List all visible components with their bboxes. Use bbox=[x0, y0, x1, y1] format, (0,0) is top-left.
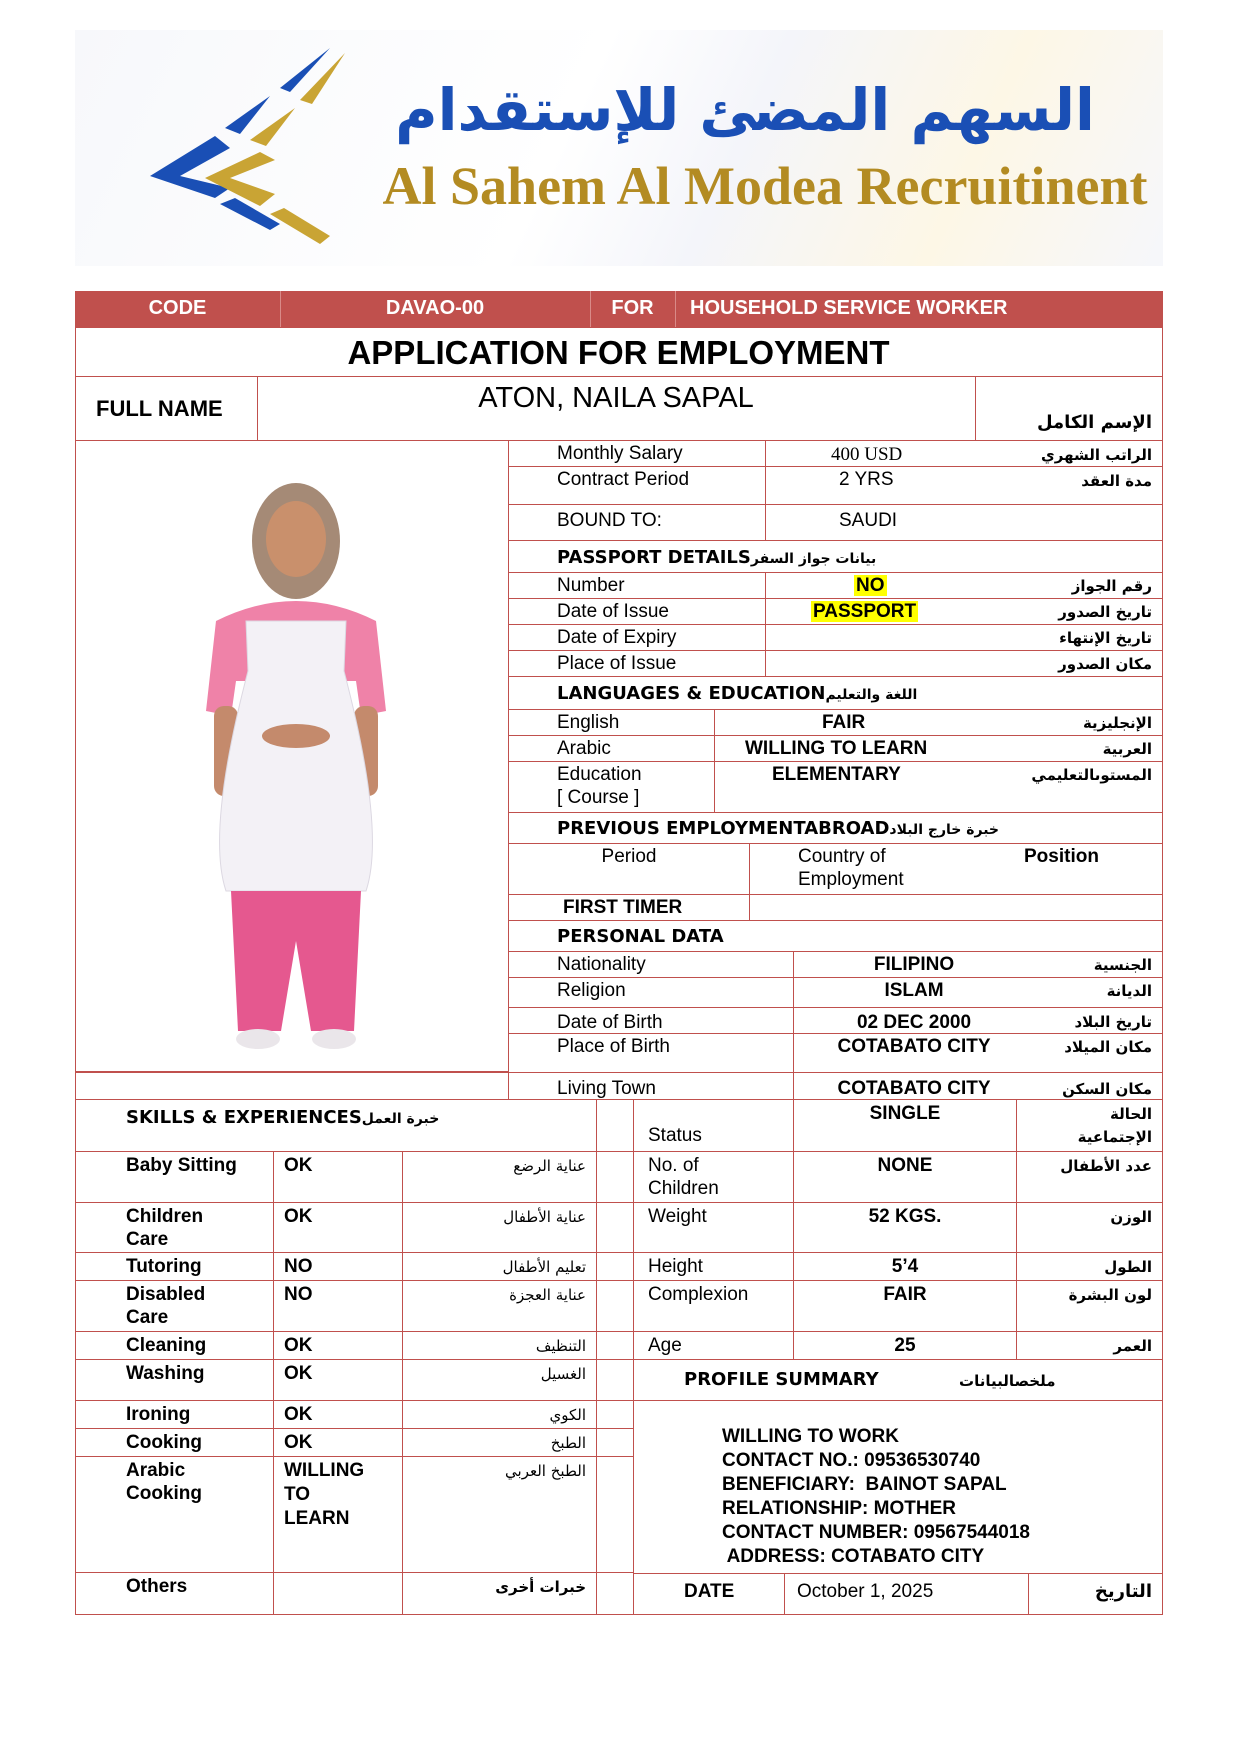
arabic-value: WILLING TO LEARN bbox=[745, 738, 928, 759]
date-of-expiry-label-ar: تاريخ الإنتهاء bbox=[1059, 629, 1152, 647]
summary-line: CONTACT NUMBER: 09567544018 bbox=[722, 1522, 1030, 1543]
prev-employment-empty-cell bbox=[749, 894, 1163, 921]
skill-label: Others bbox=[126, 1576, 188, 1597]
languages-heading-cell bbox=[508, 676, 1163, 710]
for-label: FOR bbox=[611, 297, 654, 319]
full-name-value-cell bbox=[257, 376, 976, 441]
arabic-label-cell bbox=[508, 735, 715, 762]
personal-more-label: No. of bbox=[648, 1155, 699, 1176]
bound-to-label: BOUND TO: bbox=[557, 510, 662, 531]
personal-more-label-cell bbox=[633, 1252, 794, 1281]
living-town-label-cell bbox=[508, 1072, 794, 1100]
skill-label: Cooking bbox=[126, 1432, 202, 1453]
personal-more-label-ar-cell bbox=[1016, 1099, 1163, 1152]
passport-heading: PASSPORT DETAILS bbox=[557, 547, 751, 568]
skill-label-ar-cell bbox=[402, 1202, 597, 1253]
summary-line: CONTACT NO.: 09536530740 bbox=[722, 1450, 981, 1471]
english-value-cell bbox=[714, 709, 1163, 736]
living-town-label: Living Town bbox=[557, 1078, 656, 1099]
personal-more-label-ar: الحالة bbox=[1110, 1105, 1152, 1123]
personal-more-value: FAIR bbox=[883, 1284, 927, 1305]
skill-value-cell bbox=[273, 1456, 403, 1573]
first-timer-cell bbox=[508, 894, 750, 921]
personal-more-label-ar-cell bbox=[1016, 1280, 1163, 1332]
skills-heading: SKILLS & EXPERIENCES bbox=[126, 1107, 362, 1128]
arabic-value-cell bbox=[714, 735, 1163, 762]
skill-label-ar: الطبخ العربي bbox=[505, 1462, 586, 1480]
summary-line: RELATIONSHIP: MOTHER bbox=[722, 1498, 956, 1519]
skill-value: OK bbox=[284, 1404, 313, 1425]
header-band bbox=[75, 291, 1163, 327]
personal-more-value: SINGLE bbox=[869, 1103, 941, 1124]
religion-label: Religion bbox=[557, 980, 626, 1001]
applicant-photo bbox=[176, 471, 416, 1061]
personal-more-value: 52 KGS. bbox=[868, 1206, 942, 1227]
skill-label-ar-cell bbox=[402, 1359, 597, 1401]
skill-value-cell bbox=[273, 1572, 403, 1615]
skill-value: WILLING bbox=[284, 1460, 365, 1481]
dob-label: Date of Birth bbox=[557, 1012, 663, 1033]
skill-value: OK bbox=[284, 1206, 313, 1227]
skill-label: Washing bbox=[126, 1363, 205, 1384]
personal-more-label-cell bbox=[633, 1099, 794, 1152]
religion-label-ar: الديانة bbox=[1106, 982, 1152, 1000]
skill-label-cell bbox=[75, 1252, 274, 1281]
personal-more-label-ar: الوزن bbox=[1110, 1208, 1152, 1226]
personal-more-label-cell bbox=[633, 1151, 794, 1203]
period-header-cell bbox=[508, 843, 750, 895]
languages-heading: LANGUAGES & EDUCATION bbox=[557, 683, 826, 704]
education-course-label: [ Course ] bbox=[557, 787, 640, 808]
spacer-cell bbox=[596, 1428, 634, 1457]
skill-label-ar: عناية الرضع bbox=[513, 1157, 586, 1175]
bound-to-value: SAUDI bbox=[839, 510, 898, 531]
country-header: Country of bbox=[798, 846, 886, 867]
personal-more-label-ar: العمر bbox=[1113, 1337, 1152, 1355]
skill-label-ar: الكوي bbox=[549, 1406, 586, 1424]
position-header: Position bbox=[1024, 846, 1099, 867]
skill-label-cell bbox=[75, 1280, 274, 1332]
code-label: CODE bbox=[148, 297, 207, 319]
skill-value-cell bbox=[273, 1359, 403, 1401]
skill-value: OK bbox=[284, 1363, 313, 1384]
religion-value-cell bbox=[793, 977, 1163, 1008]
full-name-label: FULL NAME bbox=[96, 396, 223, 421]
skill-label-ar-cell bbox=[402, 1252, 597, 1281]
arrow-logo-icon bbox=[130, 48, 360, 248]
skill-label-cell bbox=[75, 1400, 274, 1429]
monthly-salary-label: Monthly Salary bbox=[557, 443, 683, 464]
skill-label: Baby Sitting bbox=[126, 1155, 237, 1176]
arabic-label: Arabic bbox=[557, 738, 611, 759]
skill-label: Care bbox=[126, 1307, 169, 1328]
skill-value-cell bbox=[273, 1331, 403, 1360]
contract-period-value: 2 YRS bbox=[839, 469, 894, 490]
personal-more-label-ar-cell bbox=[1016, 1151, 1163, 1203]
skill-label-ar: الطبخ bbox=[550, 1434, 586, 1452]
profile-summary-heading: PROFILE SUMMARY bbox=[684, 1369, 879, 1390]
bound-to-label-cell bbox=[508, 504, 766, 541]
date-of-issue-label-cell bbox=[508, 598, 766, 625]
place-of-issue-label: Place of Issue bbox=[557, 653, 677, 674]
monthly-salary-value: 400 USD bbox=[831, 444, 903, 465]
personal-more-label-ar: الإجتماعية bbox=[1077, 1128, 1152, 1146]
dob-label-ar: تاريخ البلاد bbox=[1074, 1013, 1152, 1031]
dob-value-cell bbox=[793, 1007, 1163, 1034]
skill-label-ar: خبرات أخرى bbox=[495, 1578, 586, 1596]
monthly-salary-label-ar: الراتب الشهري bbox=[1041, 446, 1152, 464]
personal-more-label-cell bbox=[633, 1202, 794, 1253]
passport-heading-cell bbox=[508, 540, 1163, 573]
education-value: ELEMENTARY bbox=[772, 764, 901, 785]
living-town-value-cell bbox=[793, 1072, 1163, 1100]
dob-label-cell bbox=[508, 1007, 794, 1034]
pob-label-ar: مكان الميلاد bbox=[1064, 1038, 1152, 1056]
english-value: FAIR bbox=[822, 712, 866, 733]
date-of-expiry-value-cell bbox=[765, 624, 1163, 651]
skill-label-cell bbox=[75, 1331, 274, 1360]
pob-label-cell bbox=[508, 1033, 794, 1073]
english-label-cell bbox=[508, 709, 715, 736]
prev-employment-heading-ar: خبرة خارج البلاد bbox=[889, 822, 1000, 838]
passport-number-label: Number bbox=[557, 575, 625, 596]
date-of-issue-value: PASSPORT bbox=[813, 601, 917, 622]
logo-arabic-name: السهم المضئ للإستقدام bbox=[395, 76, 1095, 144]
summary-line: ADDRESS: COTABATO CITY bbox=[722, 1546, 985, 1567]
summary-line: BENEFICIARY: BAINOT SAPAL bbox=[722, 1474, 1007, 1495]
date-label-ar: التاريخ bbox=[1094, 1581, 1152, 1602]
skill-value: NO bbox=[284, 1284, 313, 1305]
date-of-issue-value-cell bbox=[765, 598, 1163, 625]
english-label: English bbox=[557, 712, 620, 733]
skill-label: Tutoring bbox=[126, 1256, 202, 1277]
personal-heading-cell bbox=[508, 920, 1163, 952]
personal-more-value: NONE bbox=[877, 1155, 933, 1176]
full-name-label-cell bbox=[75, 376, 258, 441]
place-of-issue-label-ar: مكان الصدور bbox=[1058, 655, 1152, 673]
personal-more-label-ar-cell bbox=[1016, 1252, 1163, 1281]
skill-value-cell bbox=[273, 1202, 403, 1253]
personal-more-label-cell bbox=[633, 1280, 794, 1332]
skill-label-ar: عناية العجزة bbox=[509, 1286, 586, 1304]
date-label-ar-cell bbox=[1028, 1573, 1163, 1615]
personal-more-value: 25 bbox=[894, 1335, 916, 1356]
education-label-ar: المستوىالتعليمي bbox=[1031, 766, 1152, 784]
date-label-cell bbox=[633, 1573, 785, 1615]
personal-more-label-ar: لون البشرة bbox=[1068, 1286, 1152, 1304]
passport-number-value-cell bbox=[765, 572, 1163, 599]
skill-label-ar-cell bbox=[402, 1400, 597, 1429]
nationality-value-cell bbox=[793, 951, 1163, 978]
personal-more-label-cell bbox=[633, 1331, 794, 1360]
page-title: APPLICATION FOR EMPLOYMENT bbox=[347, 334, 890, 371]
nationality-value: FILIPINO bbox=[873, 954, 955, 975]
personal-more-label: Height bbox=[648, 1256, 703, 1277]
skill-value: TO bbox=[284, 1484, 311, 1505]
personal-more-value-cell bbox=[793, 1099, 1017, 1152]
personal-more-value-cell bbox=[793, 1252, 1017, 1281]
contract-period-label-ar: مدة العقد bbox=[1081, 472, 1152, 490]
profile-summary-heading-ar: ملخصالبيانات bbox=[959, 1372, 1056, 1390]
skill-label-ar-cell bbox=[402, 1456, 597, 1573]
skill-value-cell bbox=[273, 1280, 403, 1332]
living-town-left-empty-cell bbox=[75, 1072, 509, 1100]
skill-label-cell bbox=[75, 1456, 274, 1573]
pob-value: COTABATO CITY bbox=[837, 1036, 991, 1057]
nationality-label-ar: الجنسية bbox=[1093, 956, 1152, 974]
personal-heading: PERSONAL DATA bbox=[557, 926, 724, 947]
pob-label: Place of Birth bbox=[557, 1036, 670, 1057]
personal-more-label: Status bbox=[648, 1125, 702, 1146]
personal-more-label-ar: عدد الأطفال bbox=[1060, 1157, 1152, 1175]
skill-label: Children bbox=[126, 1206, 204, 1227]
spacer-cell bbox=[596, 1252, 634, 1281]
contract-period-label-cell bbox=[508, 466, 766, 505]
skill-value: OK bbox=[284, 1432, 313, 1453]
skill-value-cell bbox=[273, 1151, 403, 1203]
skill-label-cell bbox=[75, 1151, 274, 1203]
skill-label: Arabic bbox=[126, 1460, 186, 1481]
for-value: HOUSEHOLD SERVICE WORKER bbox=[690, 297, 1008, 319]
spacer-cell bbox=[596, 1572, 634, 1615]
summary-line: WILLING TO WORK bbox=[722, 1426, 899, 1447]
date-of-issue-label: Date of Issue bbox=[557, 601, 669, 622]
education-label: Education bbox=[557, 764, 642, 785]
skill-value: LEARN bbox=[284, 1508, 350, 1529]
title-cell bbox=[75, 327, 1163, 377]
spacer-cell bbox=[596, 1331, 634, 1360]
personal-more-value-cell bbox=[793, 1331, 1017, 1360]
nationality-label-cell bbox=[508, 951, 794, 978]
contract-period-value-cell bbox=[765, 466, 1163, 505]
pob-value-cell bbox=[793, 1033, 1163, 1073]
spacer-cell bbox=[596, 1359, 634, 1401]
skill-label: Cooking bbox=[126, 1483, 202, 1504]
skill-label-cell bbox=[75, 1359, 274, 1401]
photo-cell bbox=[75, 440, 509, 1072]
skill-label-ar: التنظيف bbox=[535, 1337, 586, 1355]
monthly-salary-value-cell bbox=[765, 440, 1163, 467]
date-value-cell bbox=[784, 1573, 1029, 1615]
skill-label: Disabled bbox=[126, 1284, 206, 1305]
languages-heading-ar: اللغة والتعليم bbox=[825, 687, 918, 703]
religion-value: ISLAM bbox=[884, 980, 944, 1001]
passport-heading-ar: بيانات جواز السفر bbox=[750, 551, 877, 567]
skill-label-ar: الغسيل bbox=[540, 1365, 586, 1383]
bound-to-value-cell bbox=[765, 504, 1163, 541]
personal-more-label-ar: الطول bbox=[1104, 1258, 1152, 1276]
company-logo-banner bbox=[75, 30, 1163, 266]
date-of-expiry-label: Date of Expiry bbox=[557, 627, 677, 648]
skills-heading-ar: خبرة العمل bbox=[361, 1111, 440, 1127]
skill-value: NO bbox=[284, 1256, 313, 1277]
nationality-label: Nationality bbox=[557, 954, 646, 975]
passport-number-value: NO bbox=[856, 575, 885, 596]
date-value: October 1, 2025 bbox=[797, 1581, 934, 1602]
skill-label-ar-cell bbox=[402, 1428, 597, 1457]
passport-number-label-cell bbox=[508, 572, 766, 599]
skill-label-cell bbox=[75, 1202, 274, 1253]
personal-more-value: 5’4 bbox=[891, 1256, 919, 1277]
spacer-cell bbox=[596, 1151, 634, 1203]
logo-english-name: Al Sahem Al Modea Recruitinent bbox=[382, 156, 1148, 216]
country-header-line2: Employment bbox=[798, 869, 904, 890]
arabic-label-ar: العربية bbox=[1102, 740, 1152, 758]
skill-value: OK bbox=[284, 1335, 313, 1356]
personal-more-label: Complexion bbox=[648, 1284, 749, 1305]
contract-period-label: Contract Period bbox=[557, 469, 690, 490]
date-of-issue-label-ar: تاريخ الصدور bbox=[1058, 603, 1152, 621]
personal-more-value-cell bbox=[793, 1151, 1017, 1203]
skill-label-ar-cell bbox=[402, 1331, 597, 1360]
religion-label-cell bbox=[508, 977, 794, 1008]
date-label: DATE bbox=[684, 1581, 735, 1602]
english-label-ar: الإنجليزية bbox=[1082, 714, 1152, 732]
code-value: DAVAO-00 bbox=[385, 297, 485, 319]
full-name-ar-cell bbox=[975, 376, 1163, 441]
skill-value-cell bbox=[273, 1428, 403, 1457]
profile-summary-lines bbox=[722, 1425, 1030, 1569]
skills-heading-cell bbox=[75, 1099, 597, 1152]
spacer-cell bbox=[596, 1456, 634, 1573]
education-label-cell bbox=[508, 761, 715, 813]
skill-label-ar-cell bbox=[402, 1151, 597, 1203]
spacer-cell bbox=[596, 1400, 634, 1429]
spacer-cell bbox=[596, 1202, 634, 1253]
skill-label: Ironing bbox=[126, 1404, 191, 1425]
prev-employment-heading-cell bbox=[508, 812, 1163, 844]
skill-label-ar-cell bbox=[402, 1280, 597, 1332]
personal-more-label: Weight bbox=[648, 1206, 707, 1227]
passport-number-label-ar: رقم الجواز bbox=[1071, 577, 1152, 595]
date-of-expiry-label-cell bbox=[508, 624, 766, 651]
personal-more-label: Children bbox=[648, 1178, 719, 1199]
personal-more-label-ar-cell bbox=[1016, 1202, 1163, 1253]
skill-value: OK bbox=[284, 1155, 313, 1176]
living-town-value: COTABATO CITY bbox=[837, 1078, 991, 1099]
skill-label-ar: عناية الأطفال bbox=[503, 1208, 586, 1226]
spacer-cell bbox=[596, 1280, 634, 1332]
profile-summary-body-cell bbox=[633, 1400, 1163, 1574]
monthly-salary-label-cell bbox=[508, 440, 766, 467]
prev-employment-heading: PREVIOUS EMPLOYMENTABROAD bbox=[557, 818, 890, 839]
skill-label: Care bbox=[126, 1229, 169, 1250]
personal-more-label-ar-cell bbox=[1016, 1331, 1163, 1360]
place-of-issue-label-cell bbox=[508, 650, 766, 677]
country-position-header-cell bbox=[749, 843, 1163, 895]
education-value-cell bbox=[714, 761, 1163, 813]
period-header: Period bbox=[601, 846, 657, 867]
first-timer-value: FIRST TIMER bbox=[563, 897, 683, 918]
personal-more-value-cell bbox=[793, 1202, 1017, 1253]
skill-label-cell bbox=[75, 1572, 274, 1615]
dob-value: 02 DEC 2000 bbox=[856, 1012, 972, 1033]
place-of-issue-value-cell bbox=[765, 650, 1163, 677]
skill-label-ar-cell bbox=[402, 1572, 597, 1615]
full-name-label-ar: الإسم الكامل bbox=[1036, 412, 1152, 433]
profile-summary-heading-cell bbox=[633, 1359, 1163, 1401]
personal-more-value-cell bbox=[793, 1280, 1017, 1332]
full-name-value: ATON, NAILA SAPAL bbox=[478, 382, 754, 414]
skill-label-cell bbox=[75, 1428, 274, 1457]
skill-value-cell bbox=[273, 1252, 403, 1281]
living-town-label-ar: مكان السكن bbox=[1062, 1080, 1152, 1098]
skill-value-cell bbox=[273, 1400, 403, 1429]
skill-label-ar: تعليم الأطفال bbox=[502, 1258, 586, 1276]
skill-label: Cleaning bbox=[126, 1335, 207, 1356]
spacer-cell bbox=[596, 1099, 634, 1152]
personal-more-label: Age bbox=[648, 1335, 682, 1356]
